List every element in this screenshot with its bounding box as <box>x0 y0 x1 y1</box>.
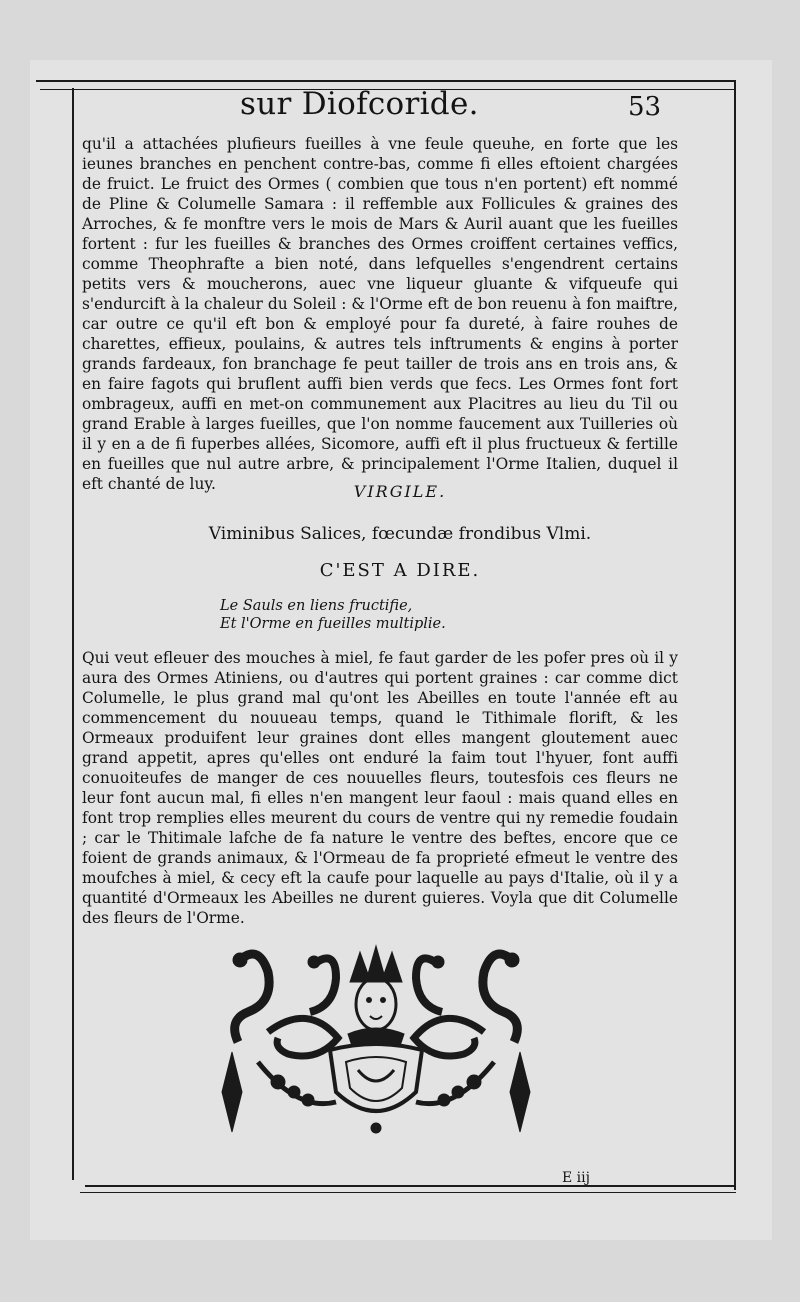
french-verse-line-1: Le Sauls en liens fructifie, <box>220 598 413 614</box>
frame-rule-left <box>72 88 74 1180</box>
woodcut-ornament-icon <box>218 942 534 1134</box>
translation-heading: C'EST A DIRE. <box>319 560 481 581</box>
paragraph-1: qu'il a attachées plufieurs fueilles à vne feule queuhe, en forte que les ieunes branches en penchent contre-bas, comme fi elles eftoient chargées de fruict. Le fruict des Ormes ( combien que tous n'en portent) eft nommé de Pline & Columelle Samara : il reffemble aux Follicules & graines des Arroches, & fe monftre vers le mois de Mars & Auril auant que les fueilles fortent : fur les fueilles & branches des Ormes croiffent certaines veffics, comme Theophrafte a bien noté, dans lefquelles s'engendrent certains petits vers & moucherons, auec vne liqueur gluante & vifqueufe qui s'endurcift à la chaleur du Soleil : & l'Orme eft de bon reuenu à fon maiftre, car outre ce qu'il eft bon & employé pour fa dureté, à faire rouhes de charettes, effieux, poulains, & autres tels inftruments & engins à porter grands fardeaux, fon branchage fe peut tailler de trois ans en trois ans, & en faire fagots qui bruflent auffi bien verds que fecs. Les Ormes font fort ombrageux, auffi en met-on communement aux Placitres au lieu du Til ou grand Erable à larges fueilles, que l'on nomme faucement aux Tuilleries où il y en a de fi fuperbes allées, Sicomore, auffi eft il plus fructueux & fertille en fueilles que nul autre arbre, & principalement l'Orme Italien, duquel il eft chanté de luy. <box>82 135 678 493</box>
running-head: sur Diofcoride. <box>240 86 479 122</box>
signature-mark: E iij <box>562 1170 590 1186</box>
french-verse-line-2: Et l'Orme en fueilles multiplie. <box>220 616 446 632</box>
latin-verse: Viminibus Salices, fœcundæ frondibus Vlmi. <box>208 524 592 544</box>
page-number: 53 <box>628 92 662 122</box>
frame-rule-top <box>36 80 736 82</box>
quote-author: VIRGILE. <box>353 482 447 501</box>
paragraph-2: Qui veut efleuer des mouches à miel, fe faut garder de les pofer pres où il y aura des Ormes Atiniens, ou d'autres qui portent graines : car comme dict Columelle, le plus grand mal qu'ont les Abeilles en toute l'année eft au commencement du nouueau temps, quand le Tithimale florift, & les Ormeaux produifent leur graines dont elles mangent gloutement auec grand appetit, apres qu'elles ont enduré la faim tout l'hyuer, font auffi conuoiteufes de manger de ces nouuelles fleurs, toutesfois ces fleurs ne leur font aucun mal, fi elles n'en mangent leur faoul : mais quand elles en font trop remplies elles meurent du cours de ventre qui ny remedie foudain ; car le Thitimale lafche de fa nature le ventre des beftes, encore que ce foient de grands animaux, & l'Ormeau de fa proprieté efmeut le ventre des moufches à miel, & cecy eft la caufe pour laquelle au pays d'Italie, où il y a quantité d'Ormeaux les Abeilles ne durent guieres. Voyla que dit Columelle des fleurs de l'Orme. <box>82 649 678 927</box>
frame-rule-right <box>734 80 736 1190</box>
frame-rule-bottom-outer <box>80 1192 736 1193</box>
frame-rule-bottom <box>85 1185 735 1187</box>
